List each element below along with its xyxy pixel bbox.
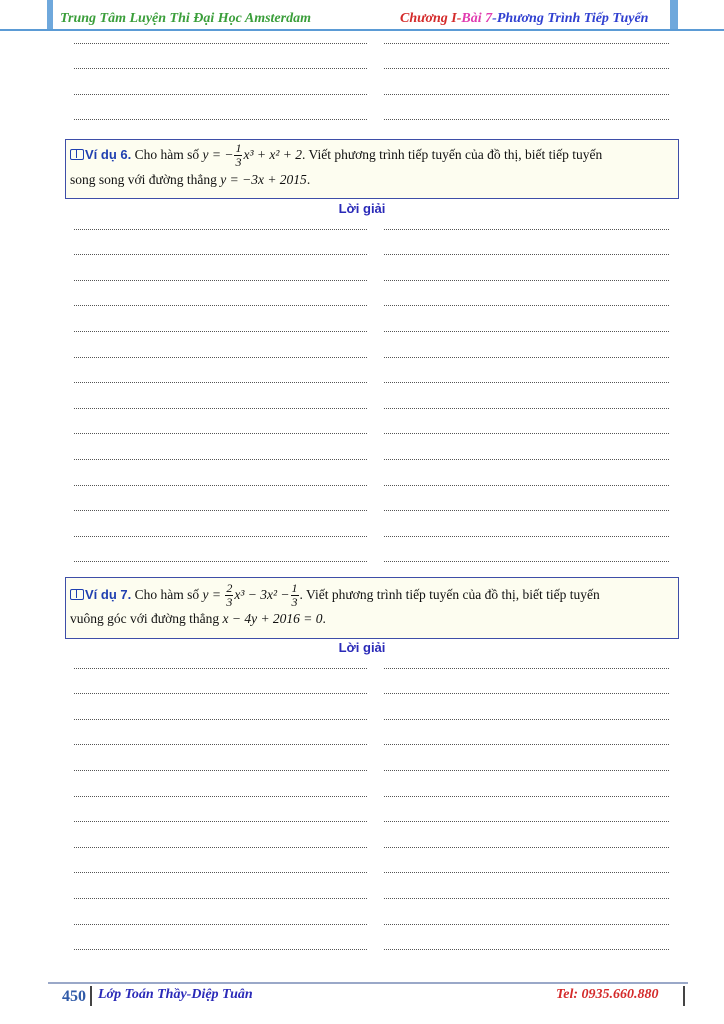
- dotted-line-right: [384, 43, 669, 44]
- dotted-line-right: [384, 744, 669, 745]
- answer-line-row: [74, 824, 669, 850]
- example-6-function: y = − $\frac{1}{3}$ x³ + x² + 2: [202, 141, 303, 170]
- answer-line-row: [74, 850, 669, 876]
- book-icon: [70, 149, 84, 160]
- dotted-line-left: [74, 68, 367, 69]
- answer-lines-7: [74, 645, 669, 952]
- footer-separator-right: [683, 986, 685, 1006]
- dotted-line-left: [74, 331, 367, 332]
- dotted-line-right: [384, 254, 669, 255]
- example-7-function: y = $\frac{2}{3}$ x³ − 3x² − $\frac{1}{3}$: [202, 581, 298, 610]
- dotted-line-right: [384, 898, 669, 899]
- answer-line-row: [74, 513, 669, 539]
- dotted-line-left: [74, 254, 367, 255]
- dotted-line-right: [384, 561, 669, 562]
- answer-line-row: [74, 645, 669, 671]
- example-7-question: . Viết phương trình tiếp tuyến của đồ thị, biết tiếp tuyến: [299, 587, 600, 602]
- dotted-line-right: [384, 821, 669, 822]
- dotted-line-left: [74, 43, 367, 44]
- dotted-line-left: [74, 872, 367, 873]
- answer-line-row: [74, 671, 669, 697]
- dotted-line-right: [384, 485, 669, 486]
- dotted-line-left: [74, 770, 367, 771]
- answer-line-row: [74, 20, 669, 46]
- example-7-line-equation: x − 4y + 2016 = 0: [222, 611, 323, 626]
- dotted-line-left: [74, 744, 367, 745]
- footer-divider: [48, 982, 688, 984]
- dotted-line-left: [74, 433, 367, 434]
- example-7-line-2: vuông góc với đường thẳng x − 4y + 2016 = 0.: [70, 611, 326, 626]
- header-chapter: Chương I-: [400, 11, 462, 26]
- dotted-line-right: [384, 510, 669, 511]
- dotted-line-left: [74, 229, 367, 230]
- dotted-line-left: [74, 949, 367, 950]
- dotted-line-left: [74, 693, 367, 694]
- answer-line-row: [74, 696, 669, 722]
- dotted-line-left: [74, 898, 367, 899]
- dotted-line-left: [74, 719, 367, 720]
- dotted-line-left: [74, 668, 367, 669]
- dotted-line-right: [384, 770, 669, 771]
- answer-line-row: [74, 411, 669, 437]
- answer-line-row: [74, 901, 669, 927]
- example-6-line-equation: y = −3x + 2015: [220, 172, 307, 188]
- dotted-line-left: [74, 821, 367, 822]
- example-7-condition: vuông góc với đường thẳng: [70, 611, 223, 626]
- dotted-line-right: [384, 408, 669, 409]
- dotted-line-left: [74, 94, 367, 95]
- dotted-line-right: [384, 331, 669, 332]
- answer-line-row: [74, 747, 669, 773]
- example-6-condition: song song với đường thẳng: [70, 172, 221, 188]
- dotted-line-right: [384, 719, 669, 720]
- answer-line-row: [74, 46, 669, 72]
- dotted-line-left: [74, 536, 367, 537]
- answer-line-row: [74, 722, 669, 748]
- dotted-line-left: [74, 796, 367, 797]
- dotted-line-right: [384, 382, 669, 383]
- dotted-line-right: [384, 119, 669, 120]
- dotted-line-right: [384, 668, 669, 669]
- dotted-line-right: [384, 847, 669, 848]
- dotted-line-left: [74, 305, 367, 306]
- example-6-box: [65, 139, 679, 199]
- answer-line-row: [74, 488, 669, 514]
- answer-line-row: [74, 773, 669, 799]
- dotted-line-right: [384, 305, 669, 306]
- answer-line-row: [74, 360, 669, 386]
- dotted-line-left: [74, 408, 367, 409]
- answer-line-row: [74, 308, 669, 334]
- example-6-intro: Cho hàm số: [131, 147, 203, 162]
- answer-line-row: [74, 875, 669, 901]
- dotted-line-right: [384, 433, 669, 434]
- dotted-line-left: [74, 280, 367, 281]
- solution-heading-7: Lời giải: [338, 640, 386, 655]
- footer-teacher: Lớp Toán Thầy-Diệp Tuân: [98, 987, 253, 1002]
- answer-line-row: [74, 539, 669, 565]
- dotted-line-right: [384, 872, 669, 873]
- example-7-label: Ví dụ 7.: [70, 587, 131, 602]
- example-7-intro: Cho hàm số: [131, 587, 203, 602]
- dotted-line-right: [384, 796, 669, 797]
- footer-separator: [90, 986, 92, 1006]
- dotted-line-left: [74, 119, 367, 120]
- header-accent-right: [670, 0, 678, 30]
- dotted-line-left: [74, 485, 367, 486]
- answer-lines-top: [74, 20, 669, 122]
- dotted-line-right: [384, 229, 669, 230]
- answer-line-row: [74, 283, 669, 309]
- dotted-line-right: [384, 949, 669, 950]
- dotted-line-right: [384, 459, 669, 460]
- answer-line-row: [74, 206, 669, 232]
- dotted-line-left: [74, 510, 367, 511]
- answer-lines-6: [74, 206, 669, 564]
- answer-line-row: [74, 334, 669, 360]
- dotted-line-left: [74, 459, 367, 460]
- dotted-line-left: [74, 561, 367, 562]
- answer-line-row: [74, 436, 669, 462]
- answer-line-row: [74, 232, 669, 258]
- header-lesson: Bài 7: [461, 11, 493, 26]
- book-icon: [70, 589, 84, 600]
- header-accent-left: [47, 0, 53, 30]
- answer-line-row: [74, 927, 669, 953]
- dotted-line-left: [74, 924, 367, 925]
- footer-phone: Tel: 0935.660.880: [556, 987, 659, 1002]
- dotted-line-left: [74, 382, 367, 383]
- header-center-name: Trung Tâm Luyện Thi Đại Học Amsterdam: [60, 11, 311, 26]
- answer-line-row: [74, 71, 669, 97]
- dotted-line-right: [384, 280, 669, 281]
- example-7-box: [65, 577, 679, 639]
- dotted-line-right: [384, 357, 669, 358]
- example-6-label: Ví dụ 6.: [70, 147, 131, 162]
- header-topic: -Phương Trình Tiếp Tuyến: [492, 11, 649, 26]
- dotted-line-left: [74, 357, 367, 358]
- dotted-line-left: [74, 847, 367, 848]
- answer-line-row: [74, 462, 669, 488]
- dotted-line-right: [384, 536, 669, 537]
- answer-line-row: [74, 385, 669, 411]
- example-6-question: . Viết phương trình tiếp tuyến của đồ thị, biết tiếp tuyến: [302, 147, 603, 162]
- dotted-line-right: [384, 94, 669, 95]
- answer-line-row: [74, 257, 669, 283]
- dotted-line-right: [384, 924, 669, 925]
- solution-heading-6: Lời giải: [338, 201, 386, 216]
- page-number: 450: [62, 988, 86, 1005]
- example-6-line-2: song song với đường thẳng y = −3x + 2015.: [70, 172, 311, 188]
- answer-line-row: [74, 97, 669, 123]
- dotted-line-right: [384, 693, 669, 694]
- answer-line-row: [74, 799, 669, 825]
- dotted-line-right: [384, 68, 669, 69]
